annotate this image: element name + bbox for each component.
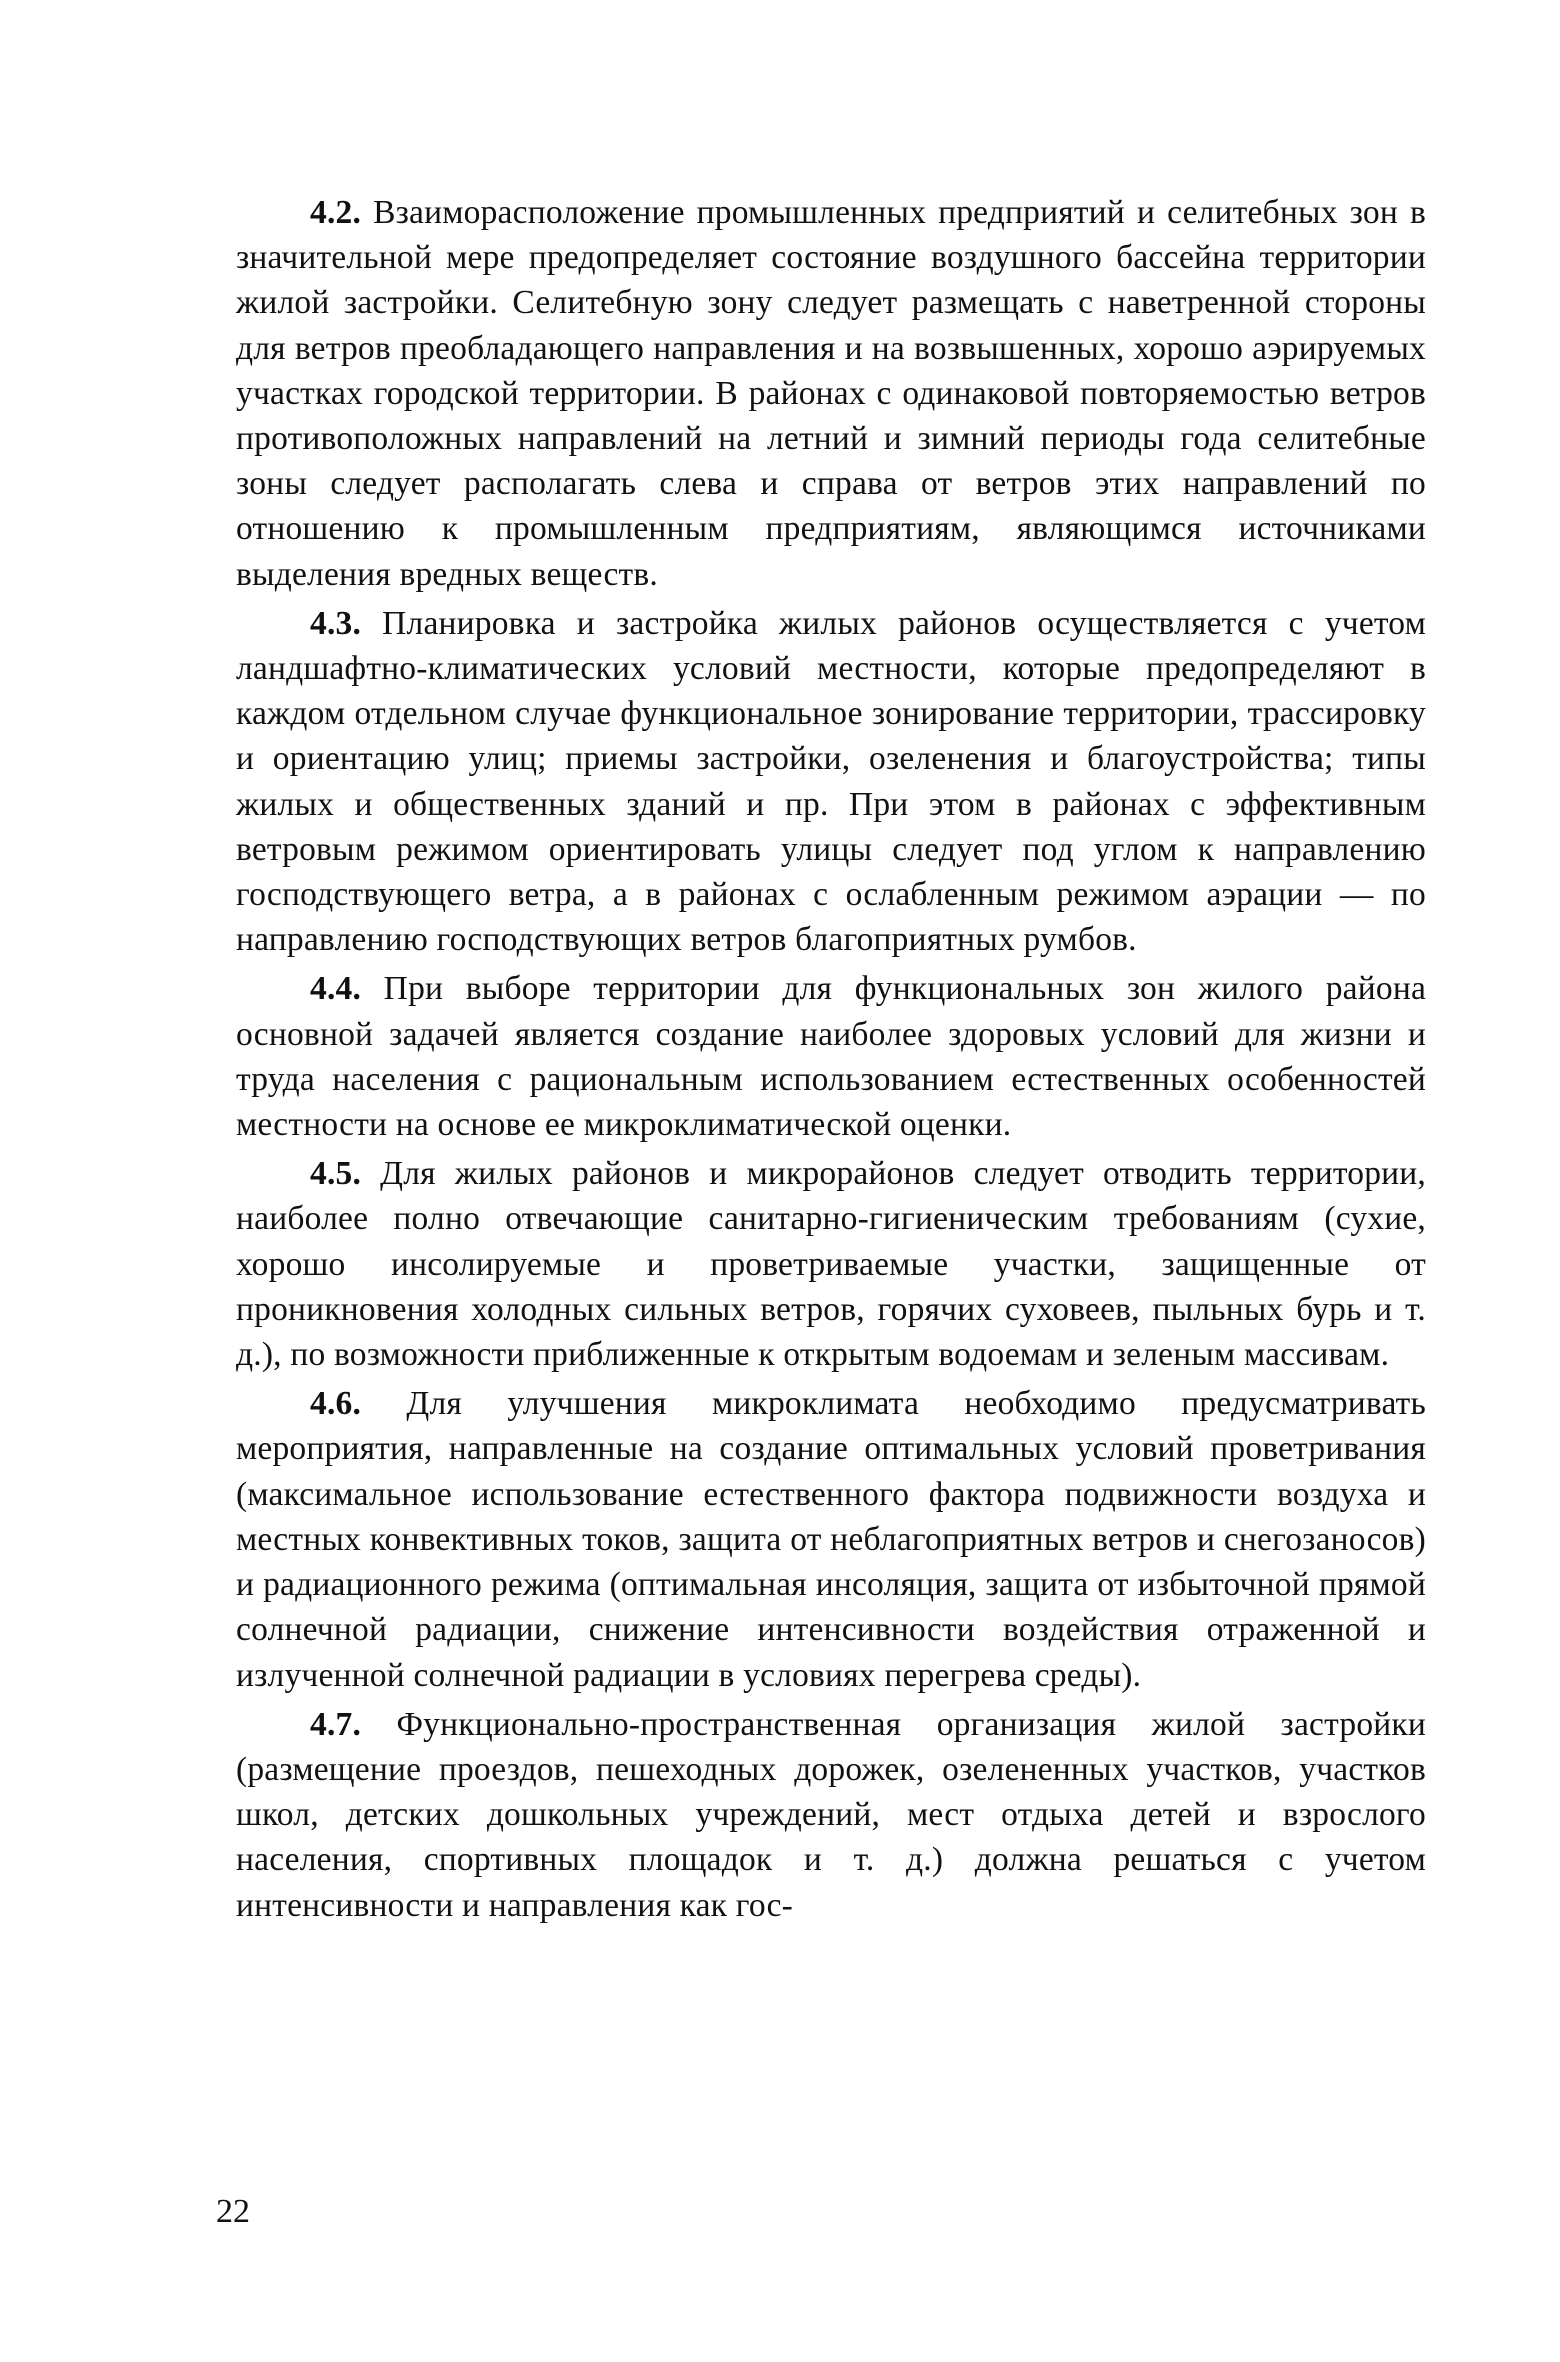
paragraph-number: 4.2. — [310, 194, 362, 231]
paragraph-text: Функционально-пространственная организация жилой застройки (размещение проездов, пешеходных дорожек, озелененных участков, участков школ, детских дошкольных учреждений, мест отдыха детей и взрослого населения, спортивных площадок и т. д.) должна решаться с учетом интенсивности и направления как гос- — [236, 1705, 1426, 1924]
paragraph-number: 4.5. — [310, 1155, 362, 1193]
paragraph-4-2 — [236, 190, 1426, 597]
paragraph-number: 4.3. — [310, 604, 362, 642]
paragraph-4-7 — [236, 1702, 1426, 1928]
paragraph-number: 4.7. — [310, 1705, 362, 1743]
paragraph-4-6 — [236, 1381, 1426, 1697]
page-body — [236, 190, 1426, 1932]
paragraph-text: Для улучшения микроклимата необходимо предусматривать мероприятия, направленные на создание оптимальных условий проветривания (максимальное использование естественного фактора подвижности воздуха и местных конвективных токов, защита от неблагоприятных ветров и снегозаносов) и радиационного режима (оптимальная инсоляция, защита от избыточной прямой солнечной радиации, снижение интенсивности воздействия отраженной и излученной солнечной радиации в условиях перегрева среды). — [236, 1385, 1427, 1694]
paragraph-text: Для жилых районов и микрорайонов следует отводить территории, наиболее полно отвечающие санитарно-гигиеническим требованиям (сухие, хорошо инсолируемые и проветриваемые участки, защищенные от проникновения холодных сильных ветров, горячих суховеев, пыльных бурь и т. д.), по возможности приближенные к открытым водоемам и зеленым массивам. — [236, 1155, 1426, 1374]
paragraph-text: Взаиморасположение промышленных предприятий и селитебных зон в значительной мере предопределяет состояние воздушного бассейна территории жилой застройки. Селитебную зону следует размещать с наветренной стороны для ветров преобладающего направления и на возвышенных, хорошо аэрируемых участках городской территории. В районах с одинаковой повторяемостью ветров противоположных направлений на летний и зимний периоды года селитебные зоны следует располагать слева и справа от ветров этих направлений по отношению к промышленным предприятиям, являющимся источниками выделения вредных веществ. — [236, 194, 1426, 593]
paragraph-4-4 — [236, 966, 1426, 1147]
paragraph-4-3 — [236, 601, 1426, 963]
paragraph-number: 4.6. — [310, 1385, 362, 1423]
page-number: 22 — [216, 2193, 250, 2230]
paragraph-text: Планировка и застройка жилых районов осуществляется с учетом ландшафтно-климатических условий местности, которые предопределяют в каждом отдельном случае функциональное зонирование территории, трассировку и ориентацию улиц; приемы застройки, озеленения и благоустройства; типы жилых и общественных зданий и пр. При этом в районах с эффективным ветровым режимом ориентировать улицы следует под углом к направлению господствующего ветра, а в районах с ослабленным режимом аэрации — по направлению господствующих ветров благоприятных румбов. — [236, 604, 1426, 959]
paragraph-4-5 — [236, 1151, 1426, 1377]
paragraph-number: 4.4. — [310, 970, 362, 1008]
paragraph-text: При выборе территории для функциональных зон жилого района основной задачей является создание наиболее здоровых условий для жизни и труда населения с рациональным использованием естественных особенностей местности на основе ее микроклиматической оценки. — [236, 970, 1427, 1144]
